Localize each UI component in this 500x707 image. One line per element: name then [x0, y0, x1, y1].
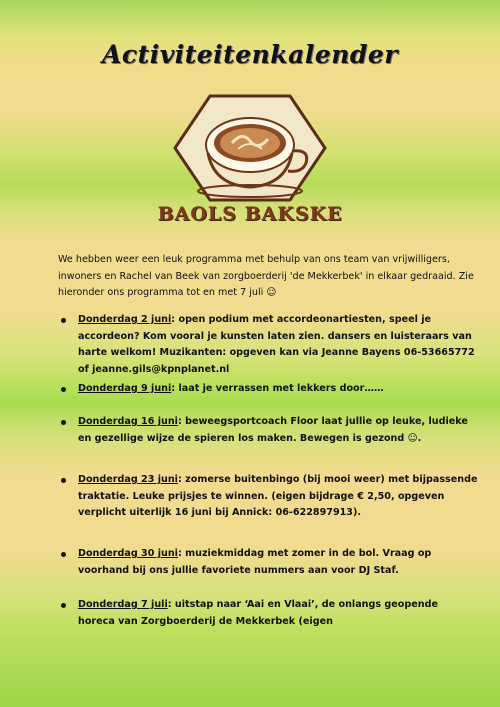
event-date: Donderdag 7 juli: [78, 599, 168, 610]
event-date: Donderdag 30 juni: [78, 548, 178, 559]
event-item: [78, 414, 478, 447]
bullet-icon: [61, 552, 66, 557]
coffee-cup-logo: [170, 93, 330, 203]
page-title: Activiteitenkalender: [102, 40, 398, 69]
bullet-icon: [61, 387, 66, 392]
event-text: : beweegsportcoach Floor laat jullie op leuke, ludieke en gezellige wijze de spieren los maken. Bewegen is gezond ☺.: [78, 416, 468, 444]
event-date: Donderdag 23 juni: [78, 474, 178, 485]
event-text: : laat je verrassen met lekkers door……: [171, 383, 384, 394]
event-date: Donderdag 2 juni: [78, 314, 172, 325]
event-item: [78, 381, 478, 398]
event-text: : zomerse buitenbingo (bij mooi weer) met bijpassende traktatie. Leuke prijsjes te winnen. (eigen bijdrage € 2,50, opgeven verplicht uiterlijk 16 juni bij Annick: 06-622897913).: [78, 474, 478, 518]
event-date: Donderdag 16 juni: [78, 416, 178, 427]
event-item: [78, 546, 478, 579]
bullet-icon: [61, 603, 66, 608]
event-text: : muziekmiddag met zomer in de bol. Vraag op voorhand bij ons jullie favoriete nummers aan voor DJ Staf.: [78, 548, 432, 576]
event-text: : open podium met accordeonartiesten, speel je accordeon? Kom vooral je kunsten laten zien. dansers en luisteraars van harte welkom! Muzikanten: opgeven kan via Jeanne Bayens 06-53665772 of jeanne.gils@kpnplanet.nl: [78, 314, 475, 375]
event-item: [78, 597, 478, 630]
event-item: [78, 472, 478, 522]
bullet-icon: [61, 478, 66, 483]
bullet-icon: [61, 420, 66, 425]
event-text: : uitstap naar ‘Aai en Vlaai’, de onlangs geopende horeca van Zorgboerderij de Mekkerbek (eigen: [78, 599, 438, 627]
event-date: Donderdag 9 juni: [78, 383, 172, 394]
brand-name: BAOLS BAKSKE: [157, 203, 343, 225]
event-item: [78, 312, 478, 378]
bullet-icon: [61, 318, 66, 323]
intro-paragraph: We hebben weer een leuk programma met behulp van ons team van vrijwilligers, inwoners en Rachel van Beek van zorgboerderij 'de Mekkerbek' in elkaar gedraaid. Zie hieronder ons programma tot en met 7 juli ☺: [58, 254, 474, 298]
